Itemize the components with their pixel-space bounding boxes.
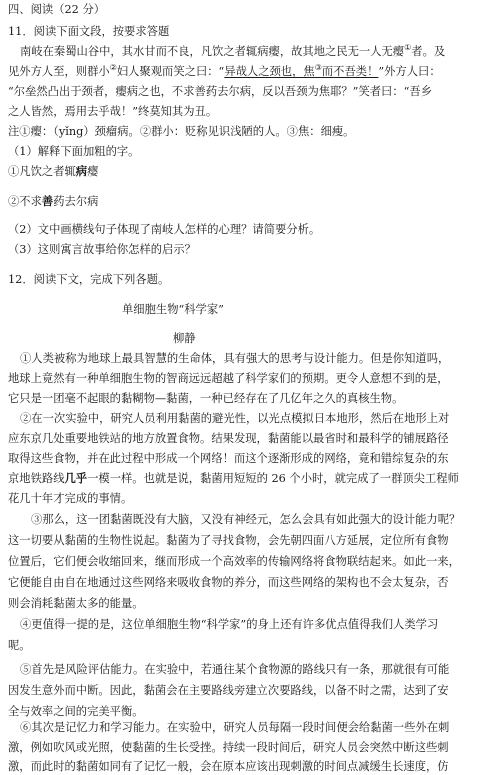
paragraph-1-line: 地球上竟然有一种单细胞生物的智商远远超越了科学家们的预期。更令人意想不到的是， <box>8 372 449 385</box>
q11-passage-line-1: 南岐在秦蜀山谷中，其水甘而不良，凡饮之者辄病瘿，故其地之民无一人无瘿①者。及 <box>20 43 446 58</box>
section-title: 四、阅读（22 分） <box>8 3 106 16</box>
paragraph-3-line: 则会消耗黏菌太多的能量。 <box>8 597 144 610</box>
q11-passage-line-4: 之人皆然，焉用去乎哉！”终莫知其为丑。 <box>8 105 218 118</box>
q11-notes: 注①瘿：（yǐng）颈瘤病。②群小：贬称见识浅陋的人。③焦：细瘦。 <box>8 125 355 138</box>
paragraph-1-line: ①人类被称为地球上最具智慧的生命体，具有强大的思考与设计能力。但是你知道吗， <box>20 352 450 365</box>
underlined-sentence: 异哉人之颈也，焦③而不吾类！ <box>224 63 379 78</box>
q11-item-2: ②不求善药去尔病 <box>8 194 99 208</box>
q11-passage-line-3: “尔垒然凸出于颈者，瘿病之也，不求善药去尔病，反以吾颈为焦耶？”笑者曰：“吾乡 <box>8 85 433 98</box>
q12-heading: 12．阅读下文，完成下列各题。 <box>8 273 170 286</box>
paragraph-5-line: 因发生意外而中断。因此，黏菌会在主要路线旁建立次要路线，以备不时之需，达到了安 <box>8 684 449 697</box>
q11-sub-question-1: （1）解释下面加粗的字。 <box>8 145 140 158</box>
paragraph-1-line: 它只是一团毫不起眼的黏糊物—黏菌，一种已经存在了几亿年之久的真核生物。 <box>8 392 404 405</box>
paragraph-3-line: ③那么，这一团黏菌既没有大脑，又没有神经元，怎么会具有如此强大的设计能力呢？ <box>31 513 461 526</box>
paragraph-3-line: 这一切要从黏菌的生物性说起。黏菌为了寻找食物，会先朝四面八方延展，定位所有食物 <box>8 534 449 547</box>
paragraph-2-line: 京地铁路线几乎一模一样。也就是说，黏菌用短短的 26 个小时，就完成了一群顶尖工程师 <box>8 471 459 485</box>
paragraph-3-line: 它便能自由自在地通过这些网络来吸收食物的养分，而这些网络的架构也不会太复杂，否 <box>8 576 449 589</box>
q11-item-1: ①凡饮之者辄病瘿 <box>8 164 99 178</box>
paragraph-6-line: 激，例如吹风或光照，使黏菌的生长受挫。持续一段时间后，研究人员会突然中断这些刺 <box>8 741 449 754</box>
q11-sub-question-3: （3）这则寓言故事给你怎样的启示？ <box>8 243 196 256</box>
q11-sub-question-2: （2）文中画横线句子体现了南岐人怎样的心理？请简要分析。 <box>8 223 321 236</box>
paragraph-5-line: 全与效率之间的完美平衡。 <box>8 705 144 718</box>
paragraph-3-line: 位置后，它们便会收缩回来，继而形成一个高效率的传输网络将食物联结起来。如此一来， <box>8 555 460 568</box>
paragraph-5-line: ⑤首先是风险评估能力。在实验中，若通往某个食物源的路线只有一条，那就很有可能 <box>20 663 450 676</box>
paragraph-2-line: ②在一次实验中，研究人员利用黏菌的避光性，以光点模拟日本地形，然后在地形上对 <box>20 412 450 425</box>
q11-passage-line-2: 见外方人至，则群小②妇人聚观而笑之曰：“异哉人之颈也，焦③而不吾类！”外方人曰： <box>8 63 441 78</box>
paragraph-2-line: 应东京几处重要地铁站的地方放置食物。结果发现，黏菌能以最省时和最科学的铺展路径 <box>8 432 449 445</box>
paragraph-4-line: 呢。 <box>8 639 31 652</box>
paragraph-4-line: ④更值得一提的是，这位单细胞生物“科学家”的身上还有许多优点值得我们人类学习 <box>20 618 439 631</box>
paragraph-6-line: ⑥其次是记忆力和学习能力。在实验中，研究人员每隔一段时间便会给黏菌一些外在刺 <box>20 721 450 734</box>
article-author: 柳静 <box>173 332 196 345</box>
paragraph-6-line: 激，而此时的黏菌如同有了记忆一般，会在原本应该出现刺激的时间点减缓生长速度，仿 <box>8 760 449 773</box>
paragraph-2-line: 花几十年才完成的事情。 <box>8 492 133 505</box>
paragraph-2-line: 取得这些食物，并在此过程中形成一个网络！而这个逐渐形成的网络，竟和错综复杂的东 <box>8 452 449 465</box>
q11-heading: 11．阅读下面文段，按要求答题 <box>8 25 170 38</box>
article-title: 单细胞生物“科学家” <box>122 303 224 316</box>
